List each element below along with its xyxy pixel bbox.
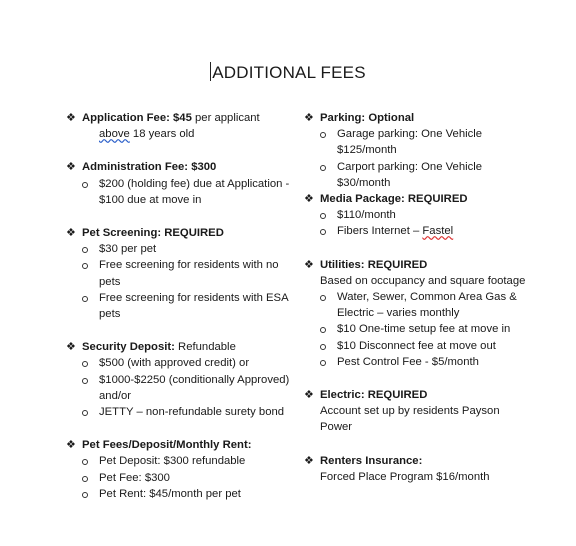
- renters-insurance-section: [304, 453, 534, 485]
- list-item: Pet Rent: $45/month per pet: [66, 486, 291, 502]
- electric-label: Electric: REQUIRED: [320, 389, 428, 402]
- renters-insurance-note: Forced Place Program $16/month: [320, 470, 490, 483]
- application-fee-suffix: per applicant: [191, 112, 260, 124]
- application-fee-section: [66, 110, 291, 142]
- list-item: [304, 223, 534, 239]
- title-text: ADDITIONAL FEES: [212, 63, 366, 82]
- electric-note: Account set up by residents Payson Power: [320, 405, 500, 434]
- list-item: Free screening for residents with no pets: [66, 257, 291, 289]
- pet-screening-label: Pet Screening: REQUIRED: [82, 227, 224, 240]
- list-item: Pet Fee: $300: [66, 470, 291, 486]
- pet-screening-section: [66, 225, 291, 322]
- diamond-bullet-icon: ❖: [304, 454, 314, 467]
- application-age-text: 18 years old: [129, 128, 195, 141]
- list-item: $200 (holding fee) due at Application - $100 due at move in: [66, 176, 291, 208]
- list-item: Pest Control Fee - $5/month: [304, 354, 534, 370]
- list-item: Carport parking: One Vehicle $30/month: [304, 159, 534, 191]
- utilities-note: Based on occupancy and square footage: [320, 274, 526, 287]
- security-deposit-section: [66, 339, 291, 420]
- diamond-bullet-icon: ❖: [304, 112, 314, 124]
- application-fee-label: Application Fee: $45: [82, 112, 192, 124]
- list-item: $10 Disconnect fee at move out: [304, 338, 534, 354]
- page-title: [0, 62, 576, 83]
- diamond-bullet-icon: ❖: [304, 193, 314, 206]
- list-item: Free screening for residents with ESA pets: [66, 290, 291, 322]
- utilities-label: Utilities: REQUIRED: [320, 258, 428, 271]
- administration-fee-label: Administration Fee: $300: [82, 161, 217, 174]
- diamond-bullet-icon: ❖: [66, 227, 76, 240]
- security-deposit-suffix: Refundable: [174, 341, 236, 354]
- list-item: $30 per pet: [66, 241, 291, 257]
- utilities-section: [304, 257, 534, 370]
- list-item: $110/month: [304, 207, 534, 223]
- diamond-bullet-icon: ❖: [66, 112, 76, 124]
- pet-fees-label: Pet Fees/Deposit/Monthly Rent:: [82, 439, 252, 452]
- fastel-word: Fastel: [422, 225, 454, 238]
- list-item: Pet Deposit: $300 refundable: [66, 453, 291, 469]
- diamond-bullet-icon: ❖: [66, 341, 76, 354]
- list-item: $1000-$2250 (conditionally Approved) and/or: [66, 372, 291, 404]
- list-item: Water, Sewer, Common Area Gas & Electric – varies monthly: [304, 289, 534, 321]
- list-item: $10 One-time setup fee at move in: [304, 321, 534, 337]
- renters-insurance-label: Renters Insurance:: [320, 454, 423, 467]
- right-column: [304, 110, 534, 502]
- administration-fee-section: [66, 159, 291, 208]
- pet-fees-section: [66, 437, 291, 502]
- parking-section: [304, 110, 534, 191]
- fibers-internet-text: Fibers Internet –: [337, 225, 423, 238]
- media-package-label: Media Package: REQUIRED: [320, 193, 468, 206]
- list-item: JETTY – non-refundable surety bond: [66, 404, 291, 420]
- media-package-section: [304, 191, 534, 240]
- diamond-bullet-icon: ❖: [66, 439, 76, 452]
- diamond-bullet-icon: ❖: [66, 161, 76, 174]
- application-age-word: above: [99, 128, 130, 141]
- diamond-bullet-icon: ❖: [304, 258, 314, 271]
- left-column: [66, 110, 291, 519]
- security-deposit-label: Security Deposit:: [82, 341, 175, 354]
- parking-label: Parking: Optional: [320, 112, 415, 124]
- list-item: $500 (with approved credit) or: [66, 355, 291, 371]
- diamond-bullet-icon: ❖: [304, 389, 314, 402]
- electric-section: [304, 387, 534, 436]
- list-item: Garage parking: One Vehicle $125/month: [304, 126, 534, 158]
